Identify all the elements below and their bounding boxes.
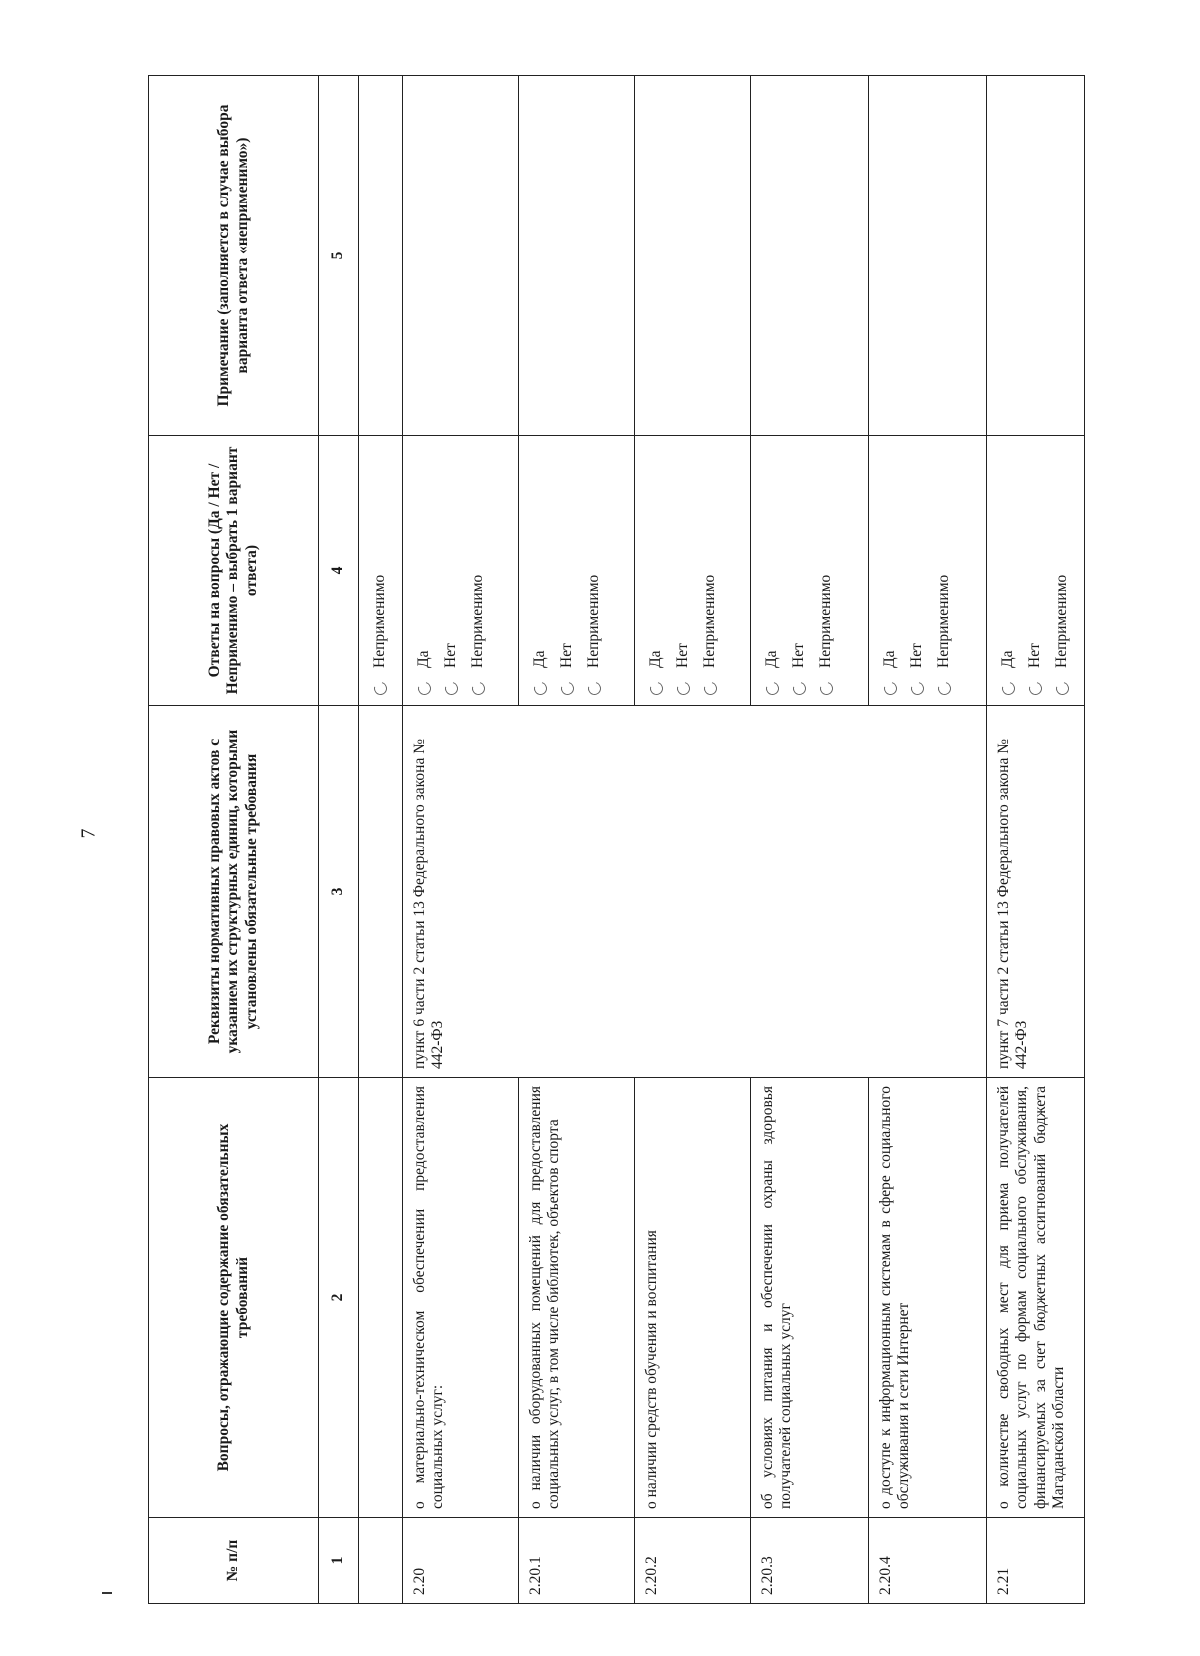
radio-button-icon[interactable] (586, 680, 604, 698)
answer-option-no[interactable]: Нет (554, 444, 581, 697)
answer-cell (519, 436, 635, 706)
column-number-row (319, 76, 359, 1604)
answer-option-not-applicable[interactable]: Неприменимо (465, 444, 492, 697)
table-row (987, 76, 1085, 1604)
radio-button-icon[interactable] (764, 680, 782, 698)
column-number: 3 (319, 706, 359, 1078)
answer-option-yes[interactable]: Да (643, 444, 670, 697)
answer-option-yes[interactable]: Да (877, 444, 904, 697)
radio-button-icon[interactable] (818, 680, 836, 698)
question-text: о доступе к информационным системам в сфере социального обслуживания и сети Интернет (869, 1078, 987, 1518)
column-number: 2 (319, 1078, 359, 1518)
radio-button-icon[interactable] (882, 680, 900, 698)
answer-option-yes[interactable]: Да (411, 444, 438, 697)
row-number: 2.20.3 (751, 1518, 869, 1604)
radio-button-icon[interactable] (470, 680, 488, 698)
table-row (359, 76, 403, 1604)
row-number: 2.20 (403, 1518, 519, 1604)
requirements-table (148, 75, 1085, 1604)
question-text: о материально-техническом обеспечении предоставления социальных услуг: (403, 1078, 519, 1518)
answer-option-not-applicable[interactable]: Неприменимо (697, 444, 724, 697)
reference-text: пункт 7 части 2 статьи 13 Федерального закона № 442-ФЗ (987, 706, 1085, 1078)
column-number: 4 (319, 436, 359, 706)
radio-button-icon[interactable] (648, 680, 666, 698)
column-number: 5 (319, 76, 359, 436)
answer-option-not-applicable[interactable]: Неприменимо (367, 444, 394, 697)
radio-button-icon[interactable] (1027, 680, 1045, 698)
table-row (403, 76, 519, 1604)
answer-option-no[interactable]: Нет (1022, 444, 1049, 697)
answer-option-no[interactable]: Нет (670, 444, 697, 697)
header-answers: Ответы на вопросы (Да / Нет / Неприменимо – выбрать 1 вариант ответа) (149, 436, 319, 706)
answer-option-not-applicable[interactable]: Неприменимо (931, 444, 958, 697)
reference-text: пункт 6 части 2 статьи 13 Федерального закона № 442-ФЗ (403, 706, 987, 1078)
question-text: о наличии оборудованных помещений для предоставления социальных услуг, в том числе библиотек, объектов спорта (519, 1078, 635, 1518)
answer-option-not-applicable[interactable]: Неприменимо (813, 444, 840, 697)
answer-cell (987, 436, 1085, 706)
header-question: Вопросы, отражающие содержание обязательных требований (149, 1078, 319, 1518)
answer-option-yes[interactable]: Да (527, 444, 554, 697)
page-number: 7 (77, 828, 100, 839)
margin-mark (102, 1592, 112, 1594)
answer-option-no[interactable]: Нет (438, 444, 465, 697)
radio-button-icon[interactable] (372, 680, 390, 698)
column-number: 1 (319, 1518, 359, 1604)
answer-option-not-applicable[interactable]: Неприменимо (1049, 444, 1076, 697)
header-reference: Реквизиты нормативных правовых актов с указанием их структурных единиц, которыми установлены обязательные требования (149, 706, 319, 1078)
header-no: № п/п (149, 1518, 319, 1604)
answer-option-no[interactable]: Нет (786, 444, 813, 697)
answer-cell (359, 436, 403, 706)
radio-button-icon[interactable] (443, 680, 461, 698)
radio-button-icon[interactable] (791, 680, 809, 698)
row-number: 2.21 (987, 1518, 1085, 1604)
header-row (149, 76, 319, 1604)
radio-button-icon[interactable] (1054, 680, 1072, 698)
answer-option-yes[interactable]: Да (995, 444, 1022, 697)
answer-cell (751, 436, 869, 706)
row-number: 2.20.1 (519, 1518, 635, 1604)
radio-button-icon[interactable] (936, 680, 954, 698)
rotated-table-sheet (148, 76, 1071, 1604)
question-text: о количестве свободных мест для приема получателей социальных услуг по формам социального обслуживания, финансируемых за счет бюджетных ассигнований бюджета Магаданской области (987, 1078, 1085, 1518)
row-number: 2.20.4 (869, 1518, 987, 1604)
answer-option-no[interactable]: Нет (904, 444, 931, 697)
radio-button-icon[interactable] (1000, 680, 1018, 698)
radio-button-icon[interactable] (559, 680, 577, 698)
answer-cell (403, 436, 519, 706)
answer-cell (635, 436, 751, 706)
row-number: 2.20.2 (635, 1518, 751, 1604)
answer-option-yes[interactable]: Да (759, 444, 786, 697)
radio-button-icon[interactable] (909, 680, 927, 698)
header-note: Примечание (заполняется в случае выбора варианта ответа «неприменимо») (149, 76, 319, 436)
radio-button-icon[interactable] (532, 680, 550, 698)
question-text: о наличии средств обучения и воспитания (635, 1078, 751, 1518)
answer-option-not-applicable[interactable]: Неприменимо (581, 444, 608, 697)
radio-button-icon[interactable] (702, 680, 720, 698)
radio-button-icon[interactable] (675, 680, 693, 698)
answer-cell (869, 436, 987, 706)
question-text: об условиях питания и обеспечении охраны здоровья получателей социальных услуг (751, 1078, 869, 1518)
radio-button-icon[interactable] (416, 680, 434, 698)
